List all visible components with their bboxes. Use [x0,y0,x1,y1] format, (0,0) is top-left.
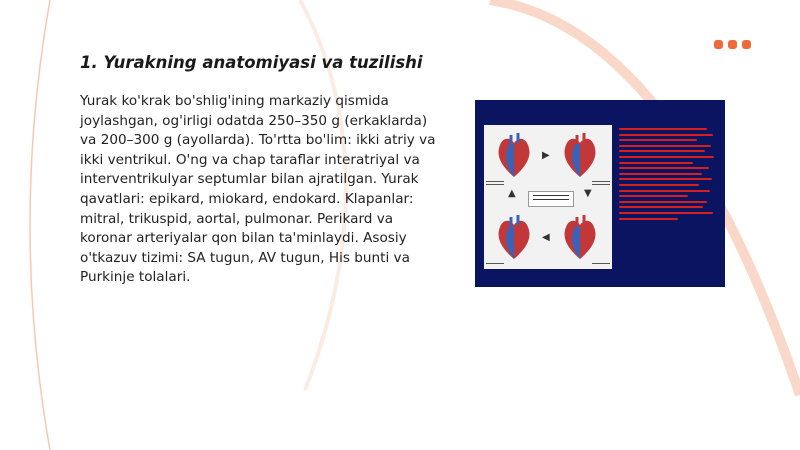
accent-dot [742,40,751,49]
slide-title: 1. Yurakning anatomiyasi va tuzilishi [80,53,423,72]
heart-icon [560,131,600,179]
arrow-right-icon: ▶ [542,150,550,161]
left-arc [30,0,50,450]
diagram-caption-text [619,128,717,223]
heart-icon [494,213,534,261]
heart-icon [560,213,600,261]
accent-dot [714,40,723,49]
diagram-small-label [486,263,504,266]
heart-diagram-panel [484,125,612,269]
accent-dot [728,40,737,49]
accent-dots [714,40,751,49]
slide-body-text: Yurak ko'krak bo'shlig'ining markaziy qismida joylashgan, og'irligi odatda 250–350 g (erkaklarda) va 200–300 g (ayollarda). To'rtta bo'lim: ikki atriy va ikki ventrikul. O'ng va chap taraflar interatriyal va interventrikulyar septumlar bilan ajratilgan. Yurak qavatlari: epikard, miokard, endokard. Klapanlar: mitral, trikuspid, aortal, pulmonar. Perikard va koronar arteriyalar qon bilan ta'minlaydi. Asosiy o'tkazuv tizimi: SA tugun, AV tugun, His bunti va Purkinje tolalari. [80,93,436,286]
diagram-small-label [592,263,610,266]
arrow-up-icon: ▲ [508,188,516,199]
heart-diagram-image [475,100,725,287]
heart-icon [494,131,534,179]
diagram-small-label [592,181,610,187]
arrow-down-icon: ▼ [584,188,592,199]
diagram-center-label [528,191,574,207]
arrow-left-icon: ◀ [542,232,550,243]
diagram-small-label [486,181,504,187]
